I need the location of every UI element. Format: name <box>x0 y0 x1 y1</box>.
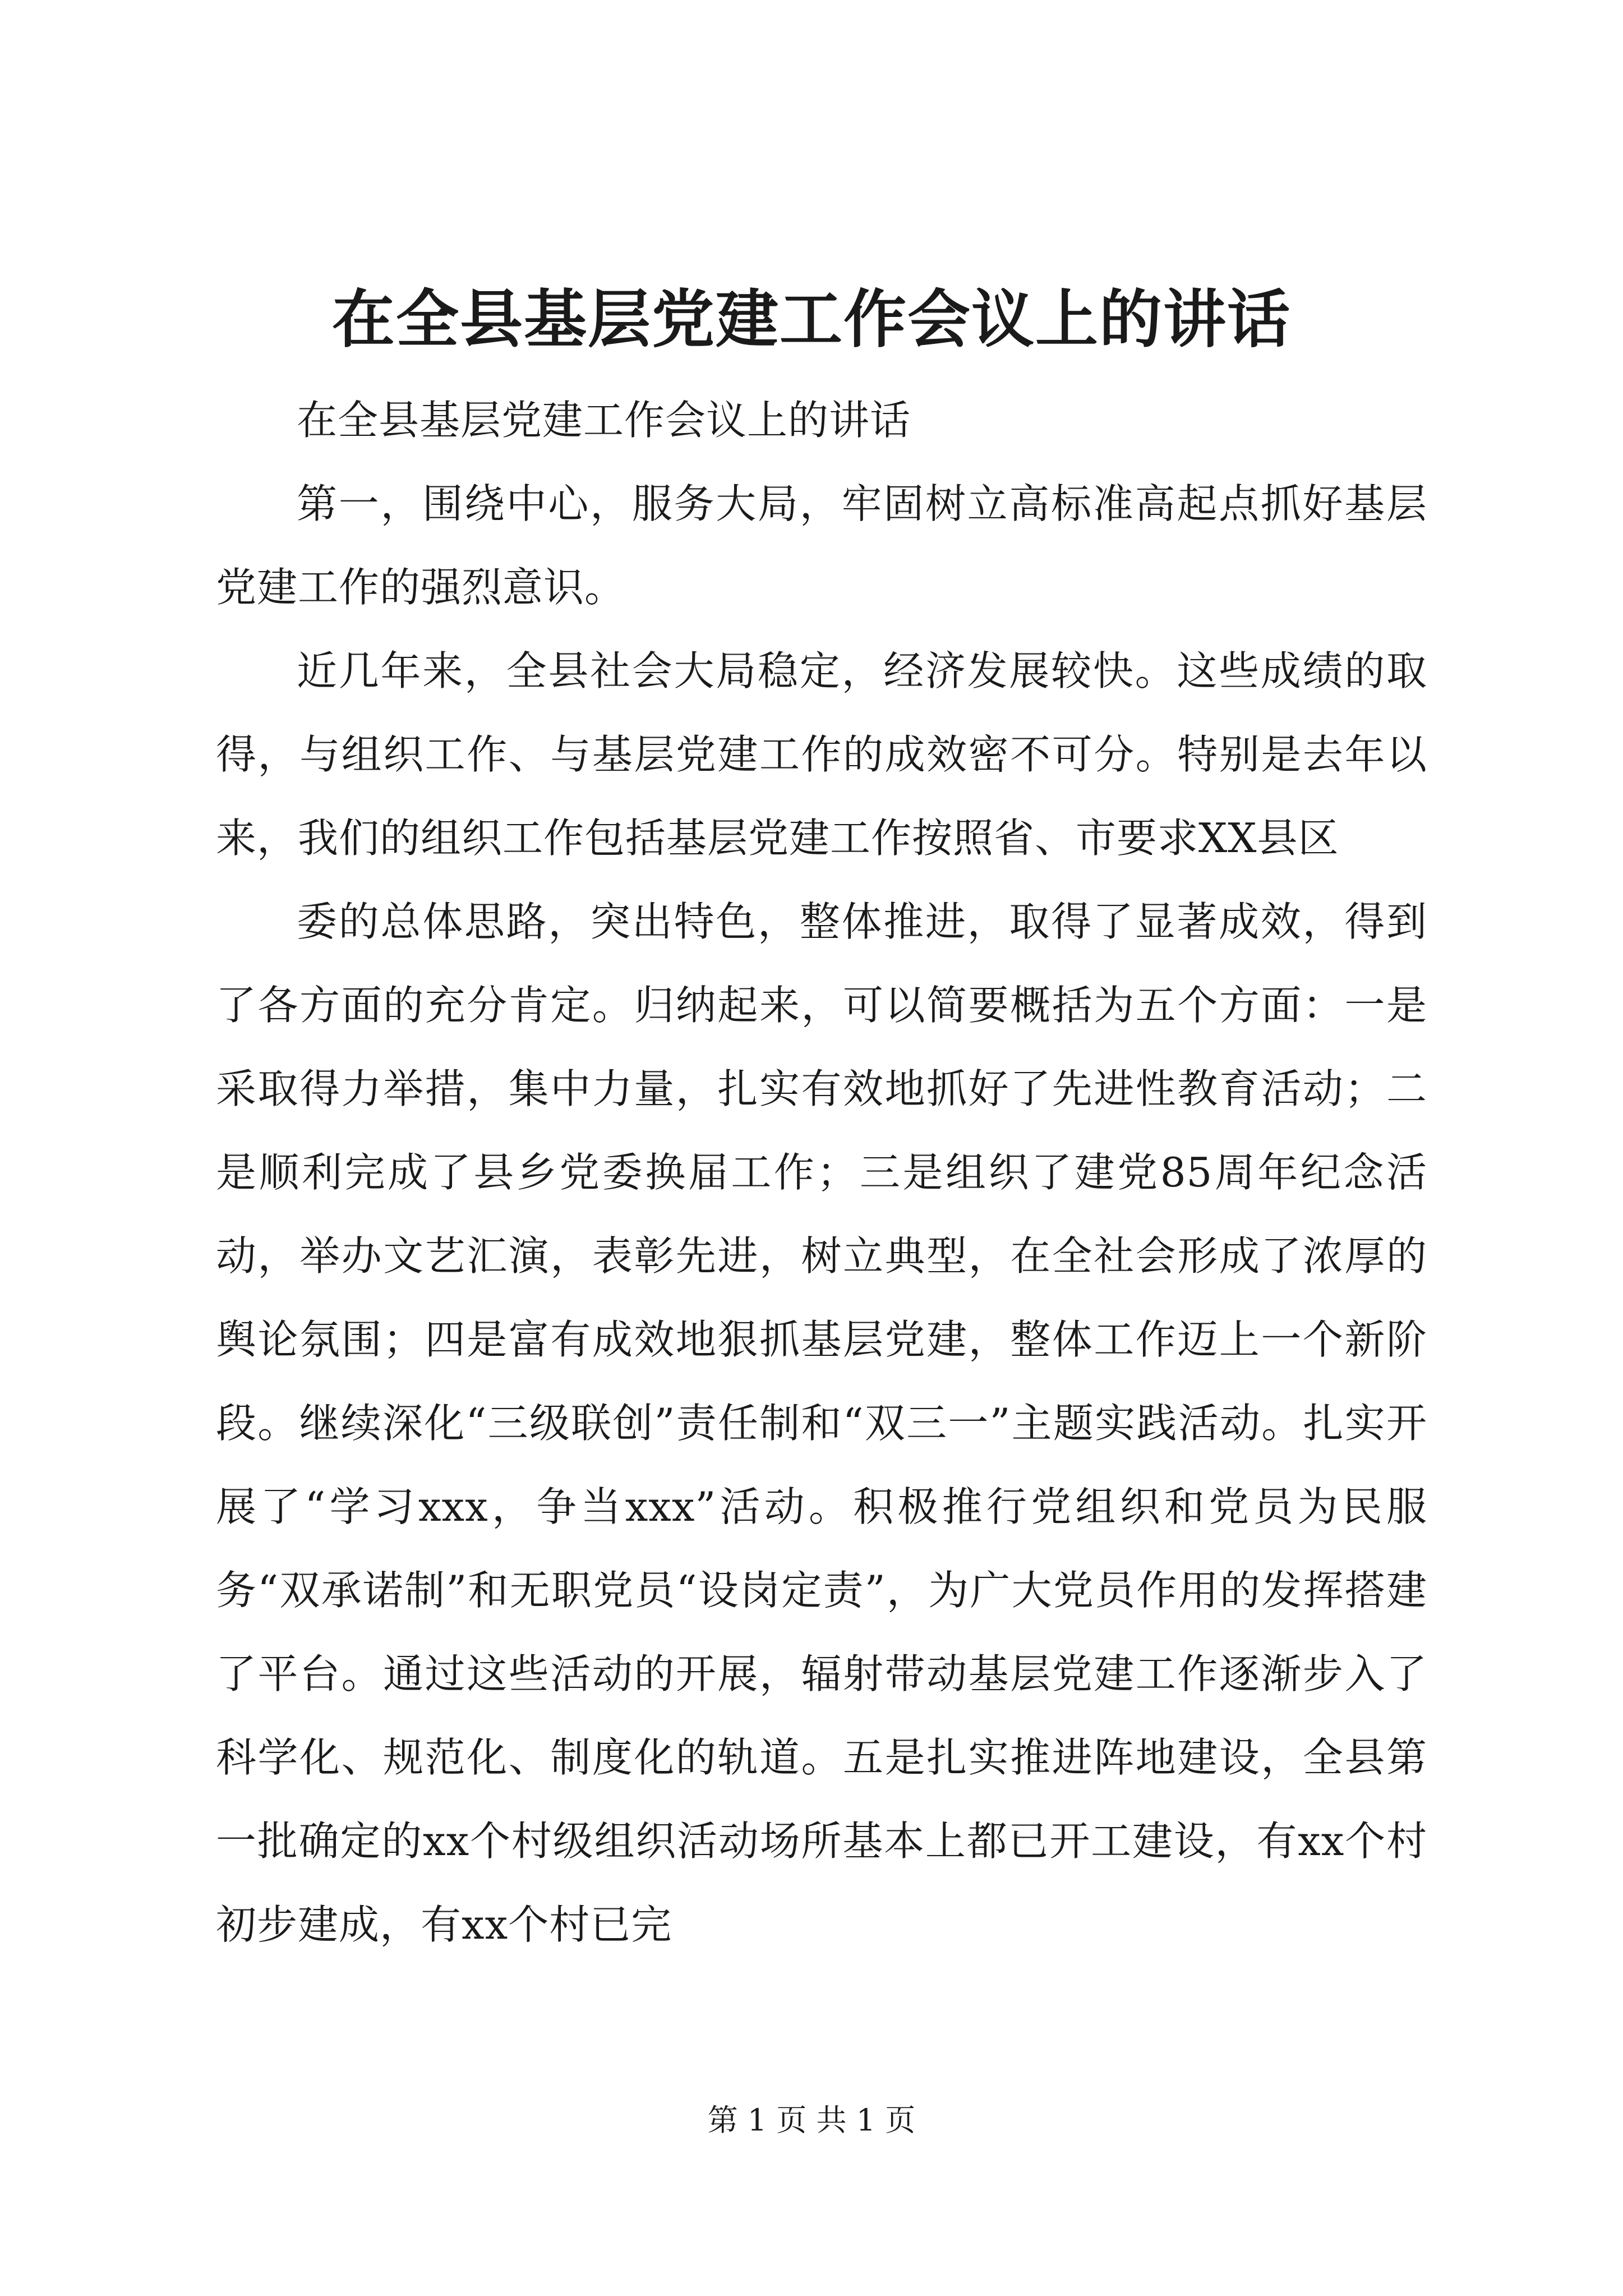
page-number-footer: 第 1 页 共 1 页 <box>707 2102 916 2138</box>
paragraph-subtitle: 在全县基层党建工作会议上的讲话 <box>297 397 911 444</box>
document-title: 在全县基层党建工作会议上的讲话 <box>332 283 1291 356</box>
paragraph-first-point: 第一，围绕中心，服务大局，牢固树立高标准高起点抓好基层党建工作的强烈意识。 <box>216 480 1427 611</box>
paragraph-recent-years: 近几年来，全县社会大局稳定，经济发展较快。这些成绩的取得，与组织工作、与基层党建工作的成效密不可分。特别是去年以来，我们的组织工作包括基层党建工作按照省、市要求XX县区 <box>216 647 1427 862</box>
paragraph-achievements: 委的总体思路，突出特色，整体推进，取得了显著成效，得到了各方面的充分肯定。归纳起来，可以简要概括为五个方面：一是采取得力举措，集中力量，扎实有效地抓好了先进性教育活动；二是顺利完成了县乡党委换届工作；三是组织了建党85周年纪念活动，举办文艺汇演，表彰先进，树立典型，在全社会形成了浓厚的舆论氛围；四是富有成效地狠抓基层党建，整体工作迈上一个新阶段。继续深化“三级联创”责任制和“双三一”主题实践活动。扎实开展了“学习xxx，争当xxx”活动。积极推行党组织和党员为民服务“双承诺制”和无职党员“设岗定责”，为广大党员作用的发挥搭建了平台。通过这些活动的开展，辐射带动基层党建工作逐渐步入了科学化、规范化、制度化的轨道。五是扎实推进阵地建设，全县第一批确定的xx个村级组织活动场所基本上都已开工建设，有xx个村初步建成，有xx个村已完 <box>216 898 1427 1948</box>
document-body <box>216 379 1427 1967</box>
